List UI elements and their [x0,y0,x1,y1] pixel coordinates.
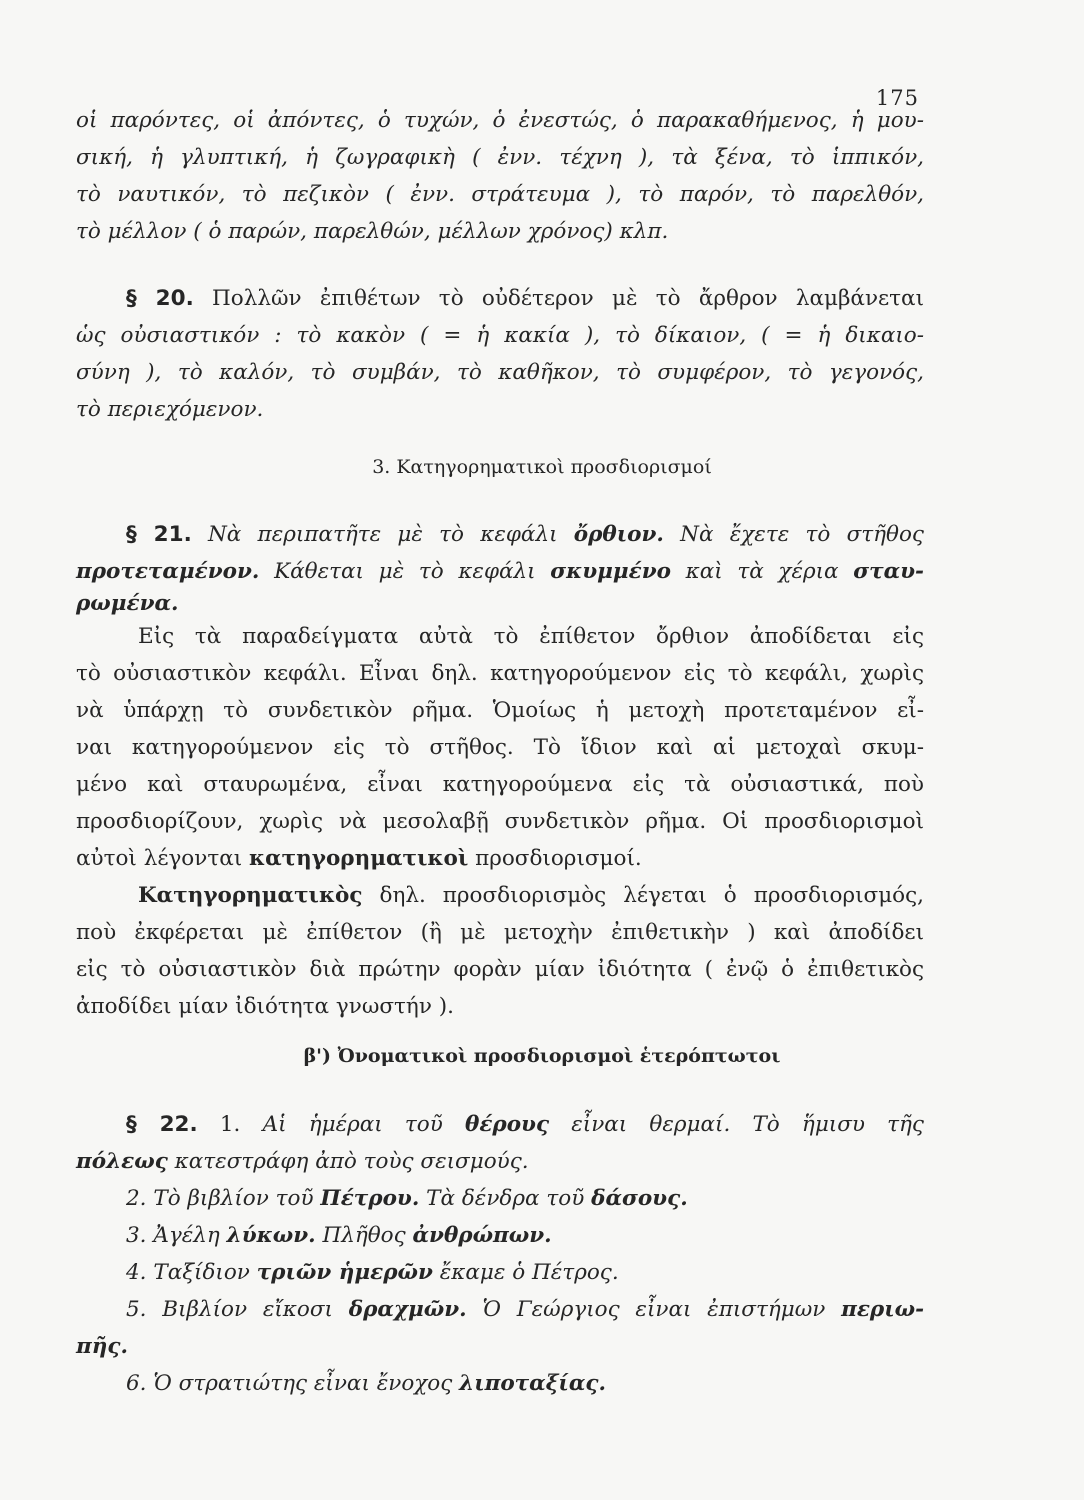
text-line: πῆς. [76,1334,128,1359]
text-line: προτεταμένον. Κάθεται μὲ τὸ κεφάλι σκυμμένο καὶ τὰ χέρια σταυ- [76,559,924,584]
text-line: § 20. Πολλῶν ἐπιθέτων τὸ οὐδέτερον μὲ τὸ ἄρθρον λαμβάνεται [126,286,924,311]
text-line: ποὺ ἐκφέρεται μὲ ἐπίθετον (ἢ μὲ μετοχὴν ἐπιθετικὴν ) καὶ ἀποδίδει [76,920,924,945]
section-number: § 21. [126,522,192,547]
text-line: ὡς οὐσιαστικόν : τὸ κακὸν ( = ἡ κακία ), τὸ δίκαιον, ( = ἡ δικαιο- [76,323,924,348]
text-line: 5. Βιβλίον εἴκοσι δραχμῶν. Ὁ Γεώργιος εἶναι ἐπιστήμων περιω- [126,1297,925,1322]
heading-predicative: 3. Κατηγορηματικοὶ προσδιορισμοί [372,456,712,478]
section-number: § 22. [126,1112,198,1137]
text-line: εἰς τὸ οὐσιαστικὸν διὰ πρώτην φορὰν μίαν ἰδιότητα ( ἐνῷ ὁ ἐπιθετικὸς [76,957,924,982]
text-line: σική, ἡ γλυπτική, ἡ ζωγραφικὴ ( ἐνν. τέχνη ), τὰ ξένα, τὸ ἱππικόν, [76,145,924,170]
text-line: σύνη ), τὸ καλόν, τὸ συμβάν, τὸ καθῆκον, τὸ συμφέρον, τὸ γεγονός, [76,360,924,385]
text-line: τὸ περιεχόμενον. [76,397,264,422]
text-line: Εἰς τὰ παραδείγματα αὐτὰ τὸ ἐπίθετον ὄρθιον ἀποδίδεται εἰς [138,624,924,649]
text-line: § 21. Νὰ περιπατῆτε μὲ τὸ κεφάλι ὄρθιον. Νὰ ἔχετε τὸ στῆθος [126,522,924,547]
text-line: § 22. 1. Αἱ ἡμέραι τοῦ θέρους εἶναι θερμαί. Τὸ ἥμισυ τῆς [126,1112,924,1137]
text-line: 2. Τὸ βιβλίον τοῦ Πέτρου. Τὰ δένδρα τοῦ δάσους. [126,1186,688,1211]
text-line: ἀποδίδει μίαν ἰδιότητα γνωστήν ). [76,994,454,1019]
page-number: 175 [875,86,919,110]
term-bold: Κατηγορηματικὸς [138,883,363,908]
section-20 [76,280,924,428]
text-line: 3. Ἀγέλη λύκων. Πλῆθος ἀνθρώπων. [126,1223,552,1248]
text-line: μένο καὶ σταυρωμένα, εἶναι κατηγορούμενα εἰς τὰ οὐσιαστικά, ποὺ [76,772,924,797]
heading-nominal: β') Ὀνοματικοὶ προσδιορισμοὶ ἑτερόπτωτοι [303,1045,781,1067]
section-number: § 20. [126,286,194,311]
paragraph-intro [76,102,924,250]
text-line: αὐτοὶ λέγονται κατηγορηματικοὶ προσδιορισμοί. [76,846,642,871]
text-line: τὸ μέλλον ( ὁ παρών, παρελθών, μέλλων χρόνος) κλπ. [76,219,669,244]
text-line: τὸ οὐσιαστικὸν κεφάλι. Εἶναι δηλ. κατηγορούμενον εἰς τὸ κεφάλι, χωρὶς [76,661,924,686]
text-line: 6. Ὁ στρατιώτης εἶναι ἔνοχος λιποταξίας. [126,1371,606,1396]
text-line: τὸ ναυτικόν, τὸ πεζικὸν ( ἐνν. στράτευμα ), τὸ παρόν, τὸ παρελθόν, [76,182,924,207]
text-line: οἱ παρόντες, οἱ ἀπόντες, ὁ τυχών, ὁ ἐνεστώς, ὁ παρακαθήμενος, ἡ μου- [76,108,924,133]
section-21 [76,516,924,1025]
term-bold: κατηγορηματικοὶ [249,846,469,871]
text-line: ναι κατηγορούμενον εἰς τὸ στῆθος. Τὸ ἴδιον καὶ αἱ μετοχαὶ σκυμ- [76,735,924,760]
text-line: 4. Ταξίδιον τριῶν ἡμερῶν ἔκαμε ὁ Πέτρος. [126,1260,619,1285]
text-line: ρωμένα. [76,591,179,616]
text-line: νὰ ὑπάρχῃ τὸ συνδετικὸν ρῆμα. Ὁμοίως ἡ μετοχὴ προτεταμένον εἶ- [76,698,924,723]
text-line: πόλεως κατεστράφη ἀπὸ τοὺς σεισμούς. [76,1149,529,1174]
text-line: Κατηγορηματικὸς δηλ. προσδιορισμὸς λέγεται ὁ προσδιορισμός, [138,883,924,908]
text-line: προσδιορίζουν, χωρὶς νὰ μεσολαβῇ συνδετικὸν ρῆμα. Οἱ προσδιορισμοὶ [76,809,924,834]
section-22 [76,1106,924,1402]
